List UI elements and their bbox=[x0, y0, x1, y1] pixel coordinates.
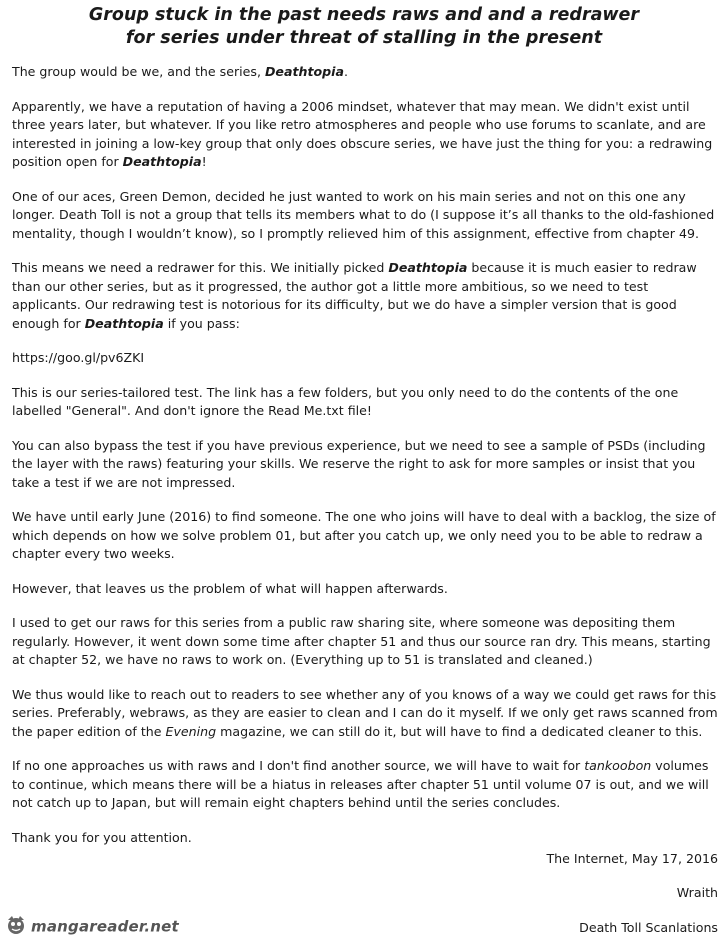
signature-location-date: The Internet, May 17, 2016 bbox=[546, 851, 718, 866]
paragraph-1: The group would be we, and the series, Deathtopia. bbox=[12, 64, 348, 79]
paragraph-2: Apparently, we have a reputation of having a 2006 mindset, whatever that may mean. We didn't exist until three years later, but whatever. If you like retro atmospheres and people who use forums to scanlate, and are interested in joining a low-key group that only does obscure series, we have just the thing for you: a redrawing position open for Deathtopia! bbox=[12, 98, 713, 169]
series-title: Deathtopia bbox=[84, 315, 164, 331]
watermark-text: mangareader.net bbox=[31, 917, 179, 936]
paragraph-6: This is our series-tailored test. The link has a few folders, but you only need to do the contents of the one labelled "General". And don't ignore the Read Me.txt file! bbox=[12, 384, 679, 418]
paragraph-12: If no one approaches us with raws and I don't find another source, we will have to wait for tankoobon volumes to continue, which means there will be a hiatus in releases after chapter 51 until volume 07 is out, and we will not catch up to Japan, but will remain eight chapters behind until the series concludes. bbox=[12, 758, 709, 810]
series-title: Deathtopia bbox=[122, 154, 202, 169]
magazine-title: Evening bbox=[165, 723, 217, 739]
signature-author: Wraith bbox=[676, 885, 718, 900]
title-line-1: Group stuck in the past needs raws and and a redrawer bbox=[88, 5, 640, 25]
paragraph-4: This means we need a redrawer for this. We initially picked Deathtopia because it is much easier to redraw than our other series, but as it progressed, the author got a little more ambitious, so we need to test applicants. Our redrawing test is notorious for its difficulty, but we do have a simpler version that is good enough for Deathtopia if you pass: bbox=[12, 260, 697, 331]
series-title: Deathtopia bbox=[264, 64, 344, 79]
document-body bbox=[12, 63, 720, 863]
test-link[interactable]: https://goo.gl/pv6ZKI bbox=[12, 350, 145, 365]
paragraph-3: One of our aces, Green Demon, decided he just wanted to work on his main series and not on this one any longer. Death Toll is not a group that tells its members what to do (I suppose it’s all thanks to the old-fashioned mentality, though I wouldn’t know), so I promptly relieved him of this assignment, effective from chapter 49. bbox=[12, 188, 715, 241]
paragraph-9: However, that leaves us the problem of what will happen afterwards. bbox=[12, 580, 448, 596]
mascot-logo-icon bbox=[4, 914, 28, 940]
signature-group: Death Toll Scanlations bbox=[579, 920, 718, 935]
paragraph-11: We thus would like to reach out to readers to see whether any of you knows of a way we could get raws for this series. Preferably, webraws, as they are easier to clean and I can do it myself. If we only get raws scanned from the paper edition of the Evening magazine, we can still do it, but will have to find a dedicated cleaner to this. bbox=[12, 686, 718, 739]
paragraph-10: I used to get our raws for this series from a public raw sharing site, where someone was depositing them regularly. However, it went down some time after chapter 51 and thus our source ran dry. This means, starting at chapter 52, we have no raws to work on. (Everything up to 51 is translated and cleaned.) bbox=[12, 615, 711, 667]
paragraph-7: You can also bypass the test if you have previous experience, but we need to see a sample of PSDs (including the layer with the raws) featuring your skills. We reserve the right to ask for more samples or insist that you take a test if we are not impressed. bbox=[12, 437, 706, 490]
tankoobon-term: tankoobon bbox=[584, 758, 652, 773]
title-line-2: for series under threat of stalling in the present bbox=[125, 28, 603, 48]
document-title bbox=[0, 4, 728, 50]
watermark bbox=[4, 914, 179, 940]
paragraph-8: We have until early June (2016) to find someone. The one who joins will have to deal with a backlog, the size of which depends on how we solve problem 01, but after you catch up, we only need you to be able to redraw a chapter every two weeks. bbox=[12, 509, 716, 561]
series-title: Deathtopia bbox=[388, 260, 468, 275]
paragraph-13: Thank you for you attention. bbox=[12, 829, 192, 845]
